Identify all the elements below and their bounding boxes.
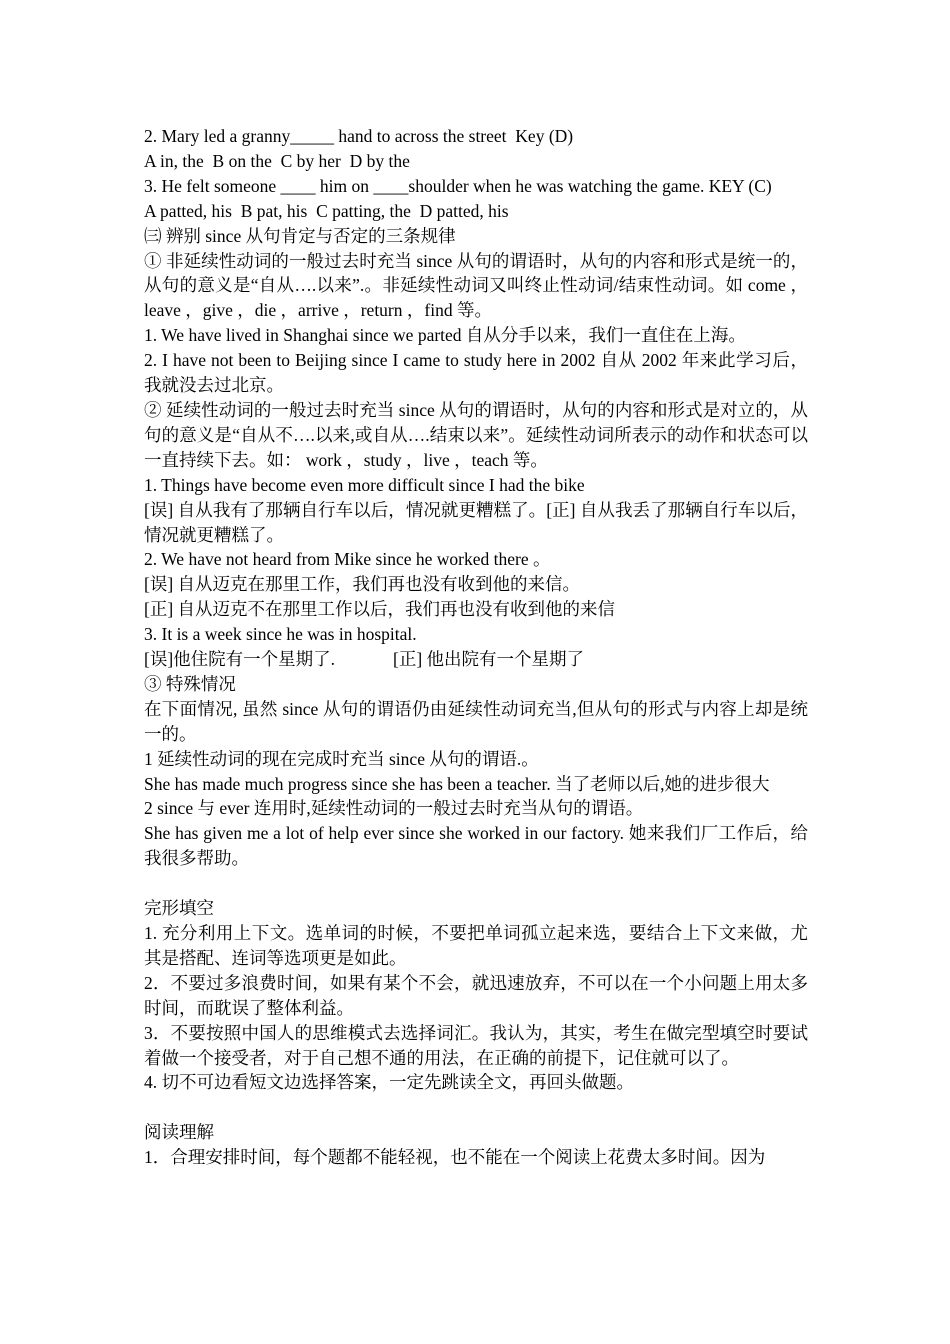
cloze-tip-4: 4. 切不可边看短文边选择答案，一定先跳读全文，再回头做题。 [144,1072,634,1093]
document-body [144,124,808,1170]
rule-2-example-3-notes [144,647,808,672]
rule-2-example-1-note: [误] 自从我有了那辆自行车以后，情况就更糟糕了。[正] 自从我丢了那辆自行车以后，情况就更糟糕了。 [144,499,808,545]
special-case-2: 2 since 与 ever 连用时,延续性动词的一般过去时充当从句的谓语。 [144,798,644,819]
rule-2-example-1: 1. Things have become even more difficult since I had the bike [144,474,585,495]
rule-2-example-3-wrong: [误]他住院有一个星期了. [144,649,336,670]
rule-2-example-2-wrong: [误] 自从迈克在那里工作，我们再也没有收到他的来信。 [144,574,581,595]
special-case-1: 1 延续性动词的现在完成时充当 since 从句的谓语.。 [144,748,539,769]
spacer [144,1095,808,1120]
rule-2-example-2-right: [正] 自从迈克不在那里工作以后，我们再也没有收到他的来信 [144,599,616,620]
rule-1-example-1: 1. We have lived in Shanghai since we parted 自从分手以来，我们一直住在上海。 [144,325,746,346]
cloze-tip-3: 3．不要按照中国人的思维模式去选择词汇。我认为，其实，考生在做完型填空时要试着做一个接受者，对于自己想不通的用法，在正确的前提下，记住就可以了。 [144,1022,808,1068]
reading-heading: 阅读理解 [144,1122,214,1143]
rule-1-example-2: 2. I have not been to Beijing since I came to study here in 2002 自从 2002 年来此学习后，我就没去过北京。 [144,350,808,396]
question-3-options: A patted, his B pat, his C patting, the D patted, his [144,200,509,221]
special-case-2-example: She has given me a lot of help ever since she worked in our factory. 她来我们厂工作后，给我很多帮助。 [144,823,808,869]
rule-2-example-3-right: [正] 他出院有一个星期了 [393,649,585,670]
rule-2-example-2: 2. We have not heard from Mike since he worked there 。 [144,549,551,570]
cloze-heading: 完形填空 [144,898,214,919]
rule-2: ② 延续性动词的一般过去时充当 since 从句的谓语时，从句的内容和形式是对立的，从句的意义是“自从不….以来,或自从….结束以来”。延续性动词所表示的动作和状态可以一直持续下去。如： work ，study ，live ，teach 等。 [144,399,808,470]
rule-2-example-3: 3. It is a week since he was in hospital. [144,624,417,645]
rule-3: ③ 特殊情况 [144,673,236,694]
rule-1: ① 非延续性动词的一般过去时充当 since 从句的谓语时，从句的内容和形式是统一的，从句的意义是“自从….以来”.。非延续性动词又叫终止性动词/结束性动词。如 come ，leave ，give ，die ，arrive ，return ，find 等。 [144,250,808,321]
section-heading-since-rules: ㈢ 辨别 since 从句肯定与否定的三条规律 [144,225,456,246]
reading-tip-1: 1．合理安排时间，每个题都不能轻视，也不能在一个阅读上花费太多时间。因为 [144,1147,766,1168]
question-2: 2. Mary led a granny_____ hand to across the street Key (D) [144,126,574,146]
spacer [144,871,808,896]
cloze-tip-1: 1. 充分利用上下文。选单词的时候，不要把单词孤立起来选，要结合上下文来做，尤其是搭配、连词等选项更是如此。 [144,922,808,968]
question-2-options: A in, the B on the C by her D by the [144,150,410,171]
question-3: 3. He felt someone ____ him on ____shoulder when he was watching the game. KEY (C) [144,175,772,196]
special-case-1-example: She has made much progress since she has been a teacher. 当了老师以后,她的进步很大 [144,773,770,794]
cloze-tip-2: 2．不要过多浪费时间，如果有某个不会，就迅速放弃，不可以在一个小问题上用太多时间，而耽误了整体利益。 [144,972,808,1018]
rule-3-description: 在下面情况, 虽然 since 从句的谓语仍由延续性动词充当,但从句的形式与内容上却是统一的。 [144,698,808,744]
